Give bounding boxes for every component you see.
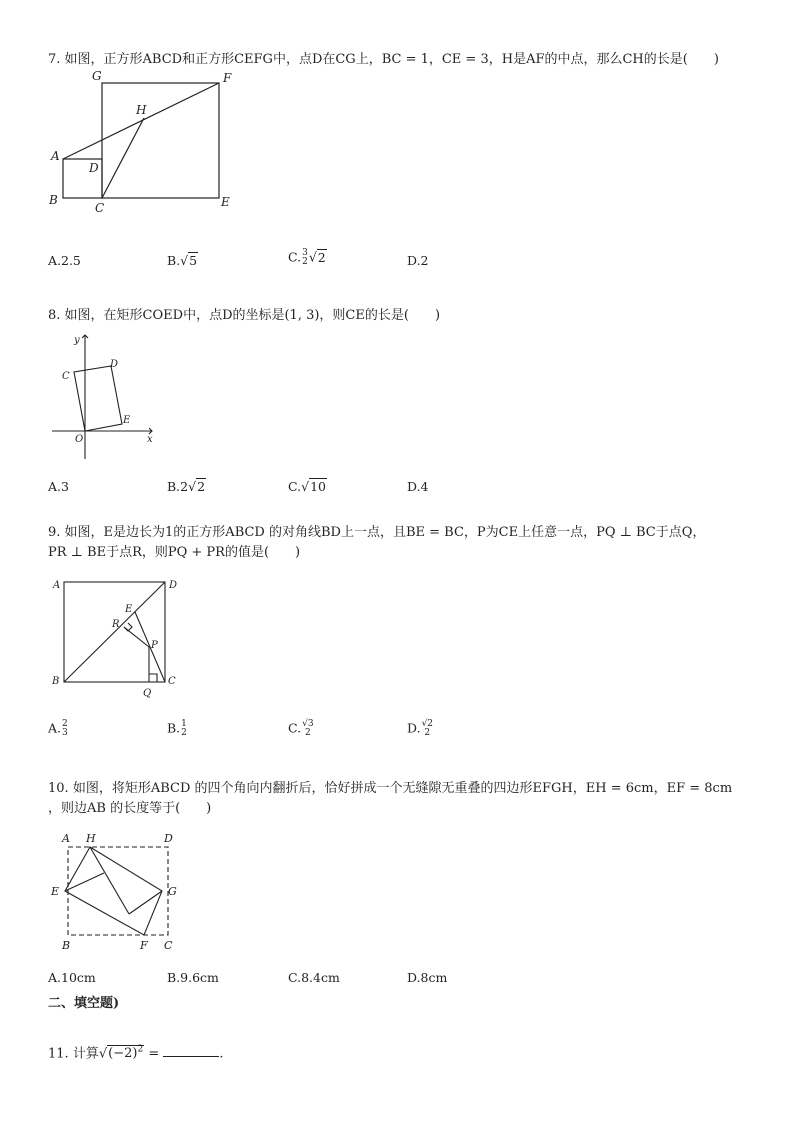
question-9-stem xyxy=(48,523,705,543)
label-x: x xyxy=(147,434,153,445)
exponent: 2 xyxy=(137,1045,144,1055)
option-c[interactable]: C.8.4cm xyxy=(288,970,340,985)
label-b: B xyxy=(49,193,58,207)
radicand xyxy=(107,1045,144,1061)
question-number: 7. xyxy=(48,52,61,67)
segment-ce xyxy=(135,612,165,682)
option-a[interactable]: A.10cm xyxy=(48,970,96,985)
question-text-line-1: 如图，E是边长为1的正方形ABCD 的对角线BD上一点，且BE = BC，P为CE上任意一点，PQ ⊥ BC于点Q， xyxy=(64,525,706,540)
label-d: D xyxy=(164,832,173,845)
label-c: C xyxy=(62,371,70,382)
question-prefix: 计算 xyxy=(72,1046,99,1062)
label-y: y xyxy=(74,335,80,346)
option-prefix: D. xyxy=(407,720,421,736)
radicand: 10 xyxy=(310,479,326,494)
question-11-stem: 11. 计算$√(-2)^2$ = . xyxy=(48,1045,224,1062)
denominator: 2 xyxy=(304,728,311,738)
fraction xyxy=(62,720,68,738)
figure-q8-svg xyxy=(48,330,158,462)
label-c: C xyxy=(168,676,176,687)
option-b[interactable]: B.√5 xyxy=(167,253,198,268)
option-b[interactable]: B.9.6cm xyxy=(167,970,219,985)
answer-blank[interactable] xyxy=(163,1044,219,1057)
label-f: F xyxy=(140,939,148,952)
numerator: 1 xyxy=(181,719,187,729)
label-d: D xyxy=(89,161,99,175)
option-c[interactable]: C.√10 xyxy=(288,479,326,494)
figure-q8 xyxy=(48,330,158,466)
figure-q7-svg xyxy=(40,70,260,220)
question-text: 如图，在矩形COED中，点D的坐标是(1, 3)，则CE的长是( ) xyxy=(64,308,441,323)
radicand: 2 xyxy=(197,479,206,494)
label-b: B xyxy=(62,939,71,952)
label-a: A xyxy=(51,149,60,163)
label-q: Q xyxy=(143,688,152,699)
option-d[interactable]: D.2 xyxy=(407,253,429,268)
label-e: E xyxy=(221,195,230,209)
square-cefg xyxy=(102,83,219,198)
option-d[interactable] xyxy=(407,720,434,738)
option-a[interactable] xyxy=(48,720,69,738)
question-9-stem-line-2: PR ⊥ BE于点R，则PQ + PR的值是( ) xyxy=(48,545,301,560)
radicand: 2 xyxy=(317,249,326,265)
option-b[interactable] xyxy=(167,720,188,738)
numerator: √2 xyxy=(421,719,434,729)
denominator: 3 xyxy=(62,728,68,738)
label-d: D xyxy=(169,580,178,591)
option-a[interactable]: A.3 xyxy=(48,479,69,494)
numerator: 3 xyxy=(302,248,308,258)
numerator: √3 xyxy=(302,719,314,729)
label-r: R xyxy=(112,619,120,630)
radicand-base: (−2) xyxy=(108,1046,138,1062)
figure-q7 xyxy=(40,70,260,224)
option-a[interactable]: A.2.5 xyxy=(48,253,81,268)
question-10-stem xyxy=(48,779,732,799)
question-8-stem xyxy=(48,306,440,326)
option-prefix: B. xyxy=(167,253,181,268)
option-c[interactable]: C. 3 2 √2 xyxy=(288,248,326,267)
fraction xyxy=(302,720,313,738)
option-c[interactable] xyxy=(288,720,315,738)
question-number: 11. xyxy=(48,1046,69,1062)
figure-q9 xyxy=(48,572,188,704)
question-number: 8. xyxy=(48,308,61,323)
segment-e-interior xyxy=(65,873,104,891)
section-title: 二、填空题) xyxy=(48,996,120,1011)
segment-h-interior xyxy=(90,847,129,914)
label-e: E xyxy=(123,415,131,426)
label-a: A xyxy=(53,580,61,591)
diagonal-bd xyxy=(64,582,165,682)
segment-af xyxy=(63,83,219,159)
question-text-line-1: 如图，将矩形ABCD 的四个角向内翻折后，恰好拼成一个无缝隙无重叠的四边形EFGH，EH = 6cm，EF = 8cm xyxy=(72,781,733,796)
question-7-stem xyxy=(48,50,719,70)
option-prefix: B. xyxy=(167,479,181,494)
fraction xyxy=(181,720,187,738)
coefficient: 2 xyxy=(180,479,189,494)
fraction xyxy=(302,249,308,267)
label-f: F xyxy=(223,71,232,85)
label-a: A xyxy=(62,832,70,845)
option-prefix: C. xyxy=(288,720,302,736)
option-b[interactable]: B.2√2 xyxy=(167,479,206,494)
equals-sign: = xyxy=(144,1046,164,1062)
figure-q10 xyxy=(48,828,188,960)
option-prefix: C. xyxy=(288,249,302,265)
option-d[interactable]: D.4 xyxy=(407,479,429,494)
question-10-stem-line-2: ，则边AB 的长度等于( ) xyxy=(48,801,212,816)
denominator: 2 xyxy=(181,728,187,738)
figure-q9-svg xyxy=(48,572,188,700)
quadrilateral-efgh xyxy=(65,847,162,935)
label-g: G xyxy=(92,69,102,83)
option-d[interactable]: D.8cm xyxy=(407,970,448,985)
option-prefix: C. xyxy=(288,479,302,494)
denominator: 2 xyxy=(302,257,308,267)
question-text: 如图，正方形ABCD和正方形CEFG中，点D在CG上，BC = 1，CE = 3，H是AF的中点，那么CH的长是( ) xyxy=(64,52,719,67)
label-c: C xyxy=(95,201,105,215)
label-o: O xyxy=(75,434,84,445)
label-g: G xyxy=(168,885,177,898)
label-h: H xyxy=(136,103,147,117)
radicand: 5 xyxy=(189,253,198,268)
period: . xyxy=(219,1046,224,1062)
label-e: E xyxy=(125,604,133,615)
question-number: 10. xyxy=(48,781,69,796)
numerator: 2 xyxy=(62,719,68,729)
figure-q10-svg xyxy=(48,828,188,956)
label-b: B xyxy=(52,676,60,687)
label-d: D xyxy=(110,359,119,370)
label-e: E xyxy=(51,885,60,898)
question-number: 9. xyxy=(48,525,61,540)
label-c: C xyxy=(164,939,173,952)
option-prefix: B. xyxy=(167,720,181,736)
denominator: 2 xyxy=(424,728,431,738)
label-p: P xyxy=(151,640,158,651)
rectangle-coed xyxy=(74,366,122,431)
right-angle-mark-q xyxy=(149,674,157,682)
label-h: H xyxy=(86,832,96,845)
option-prefix: A. xyxy=(48,720,62,736)
fraction xyxy=(422,720,433,738)
